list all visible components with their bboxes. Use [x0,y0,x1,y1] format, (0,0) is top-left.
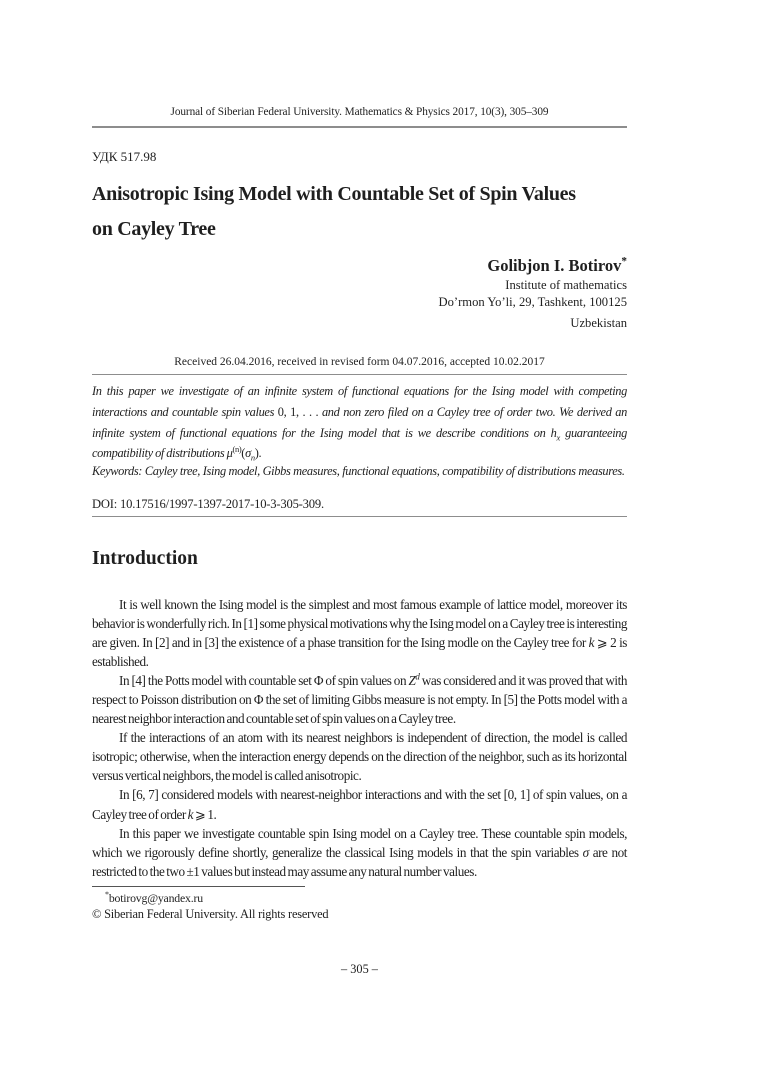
paragraph: In [6, 7] considered models with nearest-neighbor interactions and with the set [0, 1] of spin values, on a Cayley tree of order k ⩾ 1. [92,787,627,822]
udk-number: УДК 517.98 [92,149,157,164]
paragraph: If the interactions of an atom with its nearest neighbors is independent of direction, the model is called isotropic; otherwise, when the interaction energy depends on the direction of the neighbor, such as its horizontal versus vertical neighbors, the model is called anisotropic. [92,730,627,784]
abstract-top-rule [92,374,627,375]
author-name: Golibjon I. Botirov* [487,255,627,275]
paragraph: It is well known the Ising model is the simplest and most famous example of lattice model, moreover its behavior is wonderfully rich. In [1] some physical motivations why the Ising model on a Cayley tree is interesting are given. In [2] and in [3] the existence of a phase transition for the Ising modle on the Cayley tree for k ⩾ 2 is established. [92,597,627,670]
abstract-bottom-rule [92,516,627,517]
paper-title-line-2: on Cayley Tree [92,218,216,240]
page-number: – 305 – [341,962,378,976]
keywords-line: Keywords: Cayley tree, Ising model, Gibbs measures, functional equations, compatibility of distributions measures. [92,464,625,478]
paper-title-line-1: Anisotropic Ising Model with Countable Set of Spin Values [92,183,576,205]
author-country: Uzbekistan [570,316,627,330]
footnote-block [92,886,627,923]
author-affiliation: Institute of mathematics [505,278,627,292]
section-heading-introduction: Introduction [92,548,198,569]
paragraph: In [4] the Potts model with countable set Φ of spin values on $Z^d$ was considered and it was proved that with respect to Poisson distribution on Φ the set of limiting Gibbs measure is not empty. In [5] the Potts model with a nearest neighbor interaction and countable set of spin values on a Cayley tree. [92,671,627,727]
paper-title [92,177,627,247]
header-rule [92,126,627,128]
author-address: Do’rmon Yo’li, 29, Tashkent, 100125 [438,294,627,309]
footnote-rule [92,886,305,887]
footnote-email: *botirovg@yandex.ru [105,889,203,905]
paragraph: In this paper we investigate countable spin Ising model on a Cayley tree. These countable spin models, which we rigorously define shortly, generalize the classical Ising models in that the spin variables σ are not restricted to the two ±1 values but instead may assume any natural number values. [92,825,627,879]
abstract-text: In this paper we investigate of an infinite system of functional equations for the Ising model with competing interactions and countable spin values 0, 1, . . . and non zero filed on a Cayley tree of order two. We derived an infinite system of functional equations for the Ising model that is we describe conditions on $h_x$ guaranteeing compatibility of distributions $\mu^{(n)}(\sigma_n)$. [92,384,627,463]
copyright-line: © Siberian Federal University. All rights reserved [92,906,329,921]
doi-line: DOI: 10.17516/1997-1397-2017-10-3-305-309. [92,497,324,511]
received-dates-line: Received 26.04.2016, received in revised form 04.07.2016, accepted 10.02.2017 [174,356,545,368]
main-content [92,546,627,923]
journal-header-line: Journal of Siberian Federal University. Mathematics & Physics 2017, 10(3), 305–309 [170,106,549,118]
author-block [92,254,627,332]
